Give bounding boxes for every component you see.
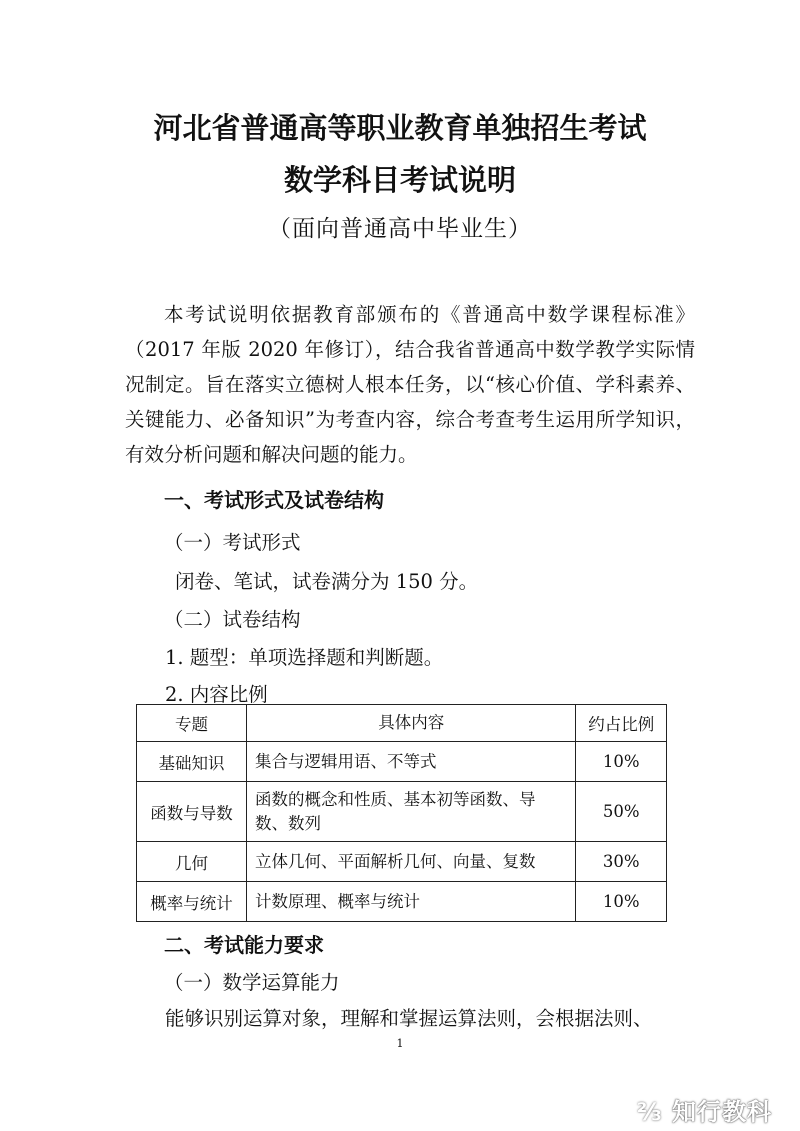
watermark-logo-icon: ⅔: [636, 1098, 663, 1126]
document-title: 河北省普通高等职业教育单独招生考试: [153, 111, 647, 145]
table-header-row: [137, 705, 667, 742]
section-1-sub-1-heading: （一）考试形式: [164, 531, 301, 554]
table-cell-ratio: 30%: [576, 842, 667, 882]
table-row: [137, 782, 667, 842]
exam-format-text: 闭卷、笔试，试卷满分为 150 分。: [175, 570, 479, 593]
section-2-heading: 二、考试能力要求: [164, 933, 324, 957]
table-cell-ratio: 50%: [576, 782, 667, 842]
table-header-ratio: 约占比例: [576, 705, 667, 742]
section-2-sub-1-heading: （一）数学运算能力: [164, 971, 340, 994]
table-cell-topic: 基础知识: [137, 742, 247, 782]
table-cell-ratio: 10%: [576, 882, 667, 922]
document-subject-title: 数学科目考试说明: [283, 163, 516, 197]
table-row: [137, 842, 667, 882]
table-row: [137, 742, 667, 782]
intro-paragraph: 本考试说明依据教育部颁布的《普通高中数学课程标准》（2017 年版 2020 年修订），结合我省普通高中数学教学实际情况制定。旨在落实立德树人根本任务，以“核心价值、学科素养、关键能力、必备知识”为考查内容，综合考查考生运用所学知识，有效分析问题和解决问题的能力。: [125, 303, 695, 466]
computation-ability-text: 能够识别运算对象，理解和掌握运算法则，会根据法则、: [165, 1007, 653, 1030]
table-cell-topic: 几何: [137, 842, 247, 882]
table-cell-ratio: 10%: [576, 742, 667, 782]
table-header-topic: 专题: [137, 705, 247, 742]
table-cell-content: 函数的概念和性质、基本初等函数、导数、数列: [247, 782, 576, 842]
question-types-item: 1. 题型：单项选择题和判断题。: [165, 646, 444, 669]
watermark-text: 知行教科: [672, 1098, 772, 1126]
table-cell-content: 集合与逻辑用语、不等式: [247, 742, 576, 782]
page-number: 1: [396, 1037, 404, 1050]
table-row: [137, 882, 667, 922]
table-cell-content: 立体几何、平面解析几何、向量、复数: [247, 842, 576, 882]
content-ratio-item: 2. 内容比例: [165, 683, 268, 706]
document-audience: （面向普通高中毕业生）: [268, 216, 532, 242]
table-cell-content: 计数原理、概率与统计: [247, 882, 576, 922]
section-1-heading: 一、考试形式及试卷结构: [164, 488, 384, 512]
section-1-sub-2-heading: （二）试卷结构: [164, 608, 301, 631]
table-cell-topic: 函数与导数: [137, 782, 247, 842]
table-cell-topic: 概率与统计: [137, 882, 247, 922]
watermark: [637, 1092, 772, 1127]
content-ratio-table: [136, 704, 667, 922]
table-header-content: 具体内容: [247, 705, 576, 742]
